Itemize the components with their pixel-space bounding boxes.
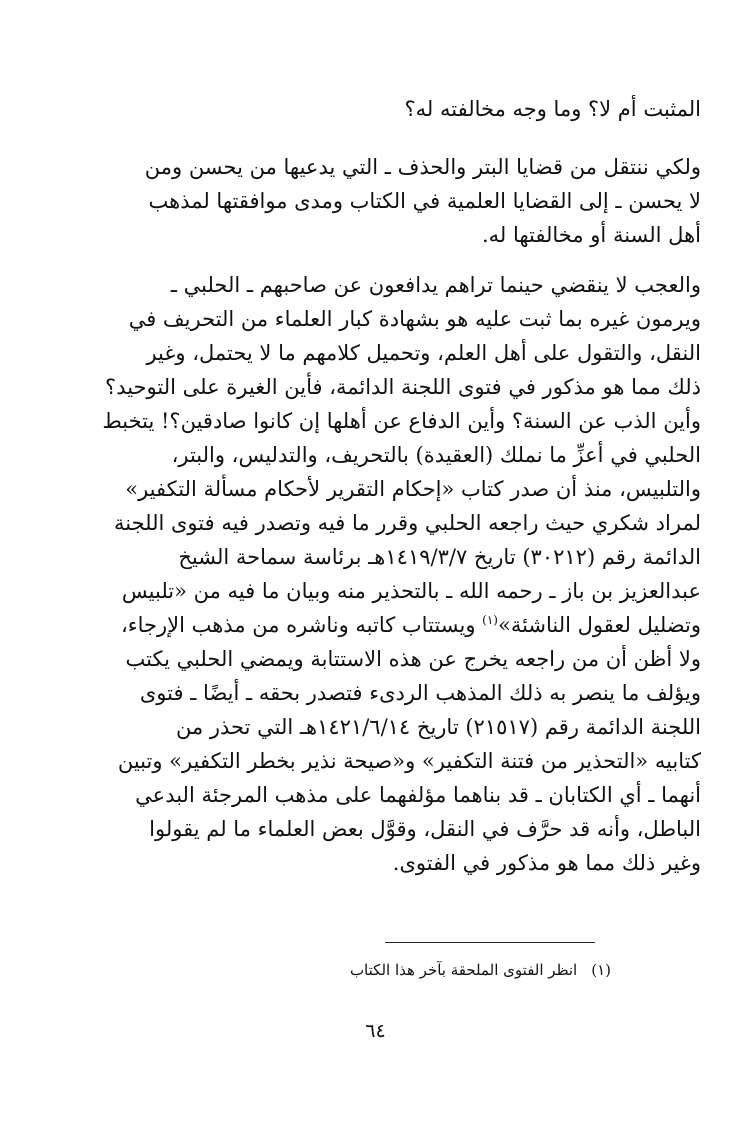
- text-line: ولكي ننتقل من قضايا البتر والحذف ـ التي يدعيها من يحسن ومن: [144, 155, 701, 179]
- text-line: الدائمة رقم (٣٠٢١٢) تاريخ ١٤١٩/٣/٧هـ برئاسة سماحة الشيخ: [178, 545, 701, 569]
- text-line: ذلك مما هو مذكور في فتوى اللجنة الدائمة، فأين الغيرة على التوحيد؟: [105, 375, 701, 399]
- text-line: المثبت أم لا؟ وما وجه مخالفته له؟: [404, 97, 701, 121]
- text-line: أنهما ـ أي الكتابان ـ قد بناهما مؤلفهما على مذهب المرجئة البدعي: [135, 783, 701, 807]
- text-line: وغير ذلك مما هو مذكور في الفتوى.: [392, 851, 701, 875]
- footnote-separator: [385, 942, 595, 943]
- text-line: أهل السنة أو مخالفتها له.: [481, 223, 701, 247]
- text-line: والتلبيس، منذ أن صدر كتاب «إحكام التقرير لأحكام مسألة التكفير»: [125, 477, 701, 501]
- text-line: ويرمون غيره بما ثبت عليه هو بشهادة كبار العلماء من التحريف في: [128, 307, 701, 331]
- paragraph-transition: [40, 150, 701, 252]
- text-line: عبدالعزيز بن باز ـ رحمه الله ـ بالتحذير منه وبيان ما فيه من «تلبيس: [121, 579, 701, 603]
- text-line: والعجب لا ينقضي حينما تراهم يدافعون عن صاحبهم ـ الحلبي ـ: [170, 273, 701, 297]
- text-line: ويؤلف ما ينصر به ذلك المذهب الردىء فتصدر بحقه ـ أيضًا ـ فتوى: [139, 681, 701, 705]
- footnote-mark: (١): [591, 961, 611, 979]
- text-line: وأين الذب عن السنة؟ وأين الدفاع عن أهلها إن كانوا صادقين؟! يتخبط: [102, 409, 701, 433]
- text-line: لمراد شكري حيث راجعه الحلبي وقرر ما فيه وتصدر فيه فتوى اللجنة: [113, 511, 701, 535]
- paragraph-opening: [40, 92, 701, 126]
- text-segment: ويستتاب كاتبه وناشره من مذهب الإرجاء،: [120, 613, 483, 637]
- footnote-text: انظر الفتوى الملحقة بآخر هذا الكتاب: [349, 961, 578, 979]
- footnote-reference[interactable]: (١): [482, 613, 498, 627]
- paragraph-main: [40, 268, 701, 880]
- text-line: الباطل، وأنه قد حرَّف في النقل، وقوَّل بعض العلماء ما لم يقولوا: [149, 817, 701, 841]
- text-line: اللجنة الدائمة رقم (٢١٥١٧) تاريخ ١٤٢١/٦/١٤هـ التي تحذر من: [175, 715, 701, 739]
- text-line-with-footnote: [40, 608, 701, 642]
- text-segment: وتضليل لعقول الناشئة»: [497, 613, 701, 637]
- text-line: ولا أظن أن من راجعه يخرج عن هذه الاستتابة ويمضي الحلبي يكتب: [125, 647, 701, 671]
- text-line: لا يحسن ـ إلى القضايا العلمية في الكتاب ومدى موافقتها لمذهب: [148, 189, 701, 213]
- text-line: الحلبي في أعزِّ ما نملك (العقيدة) بالتحريف، والتدليس، والبتر،: [171, 443, 701, 467]
- text-line: النقل، والتقول على أهل العلم، وتحميل كلامهم ما لا يحتمل، وغير: [146, 341, 701, 365]
- footnote: [211, 958, 611, 982]
- page-number: ٦٤: [365, 1020, 386, 1042]
- text-line: كتابيه «التحذير من فتنة التكفير» و«صيحة نذير بخطر التكفير» وتبين: [117, 749, 701, 773]
